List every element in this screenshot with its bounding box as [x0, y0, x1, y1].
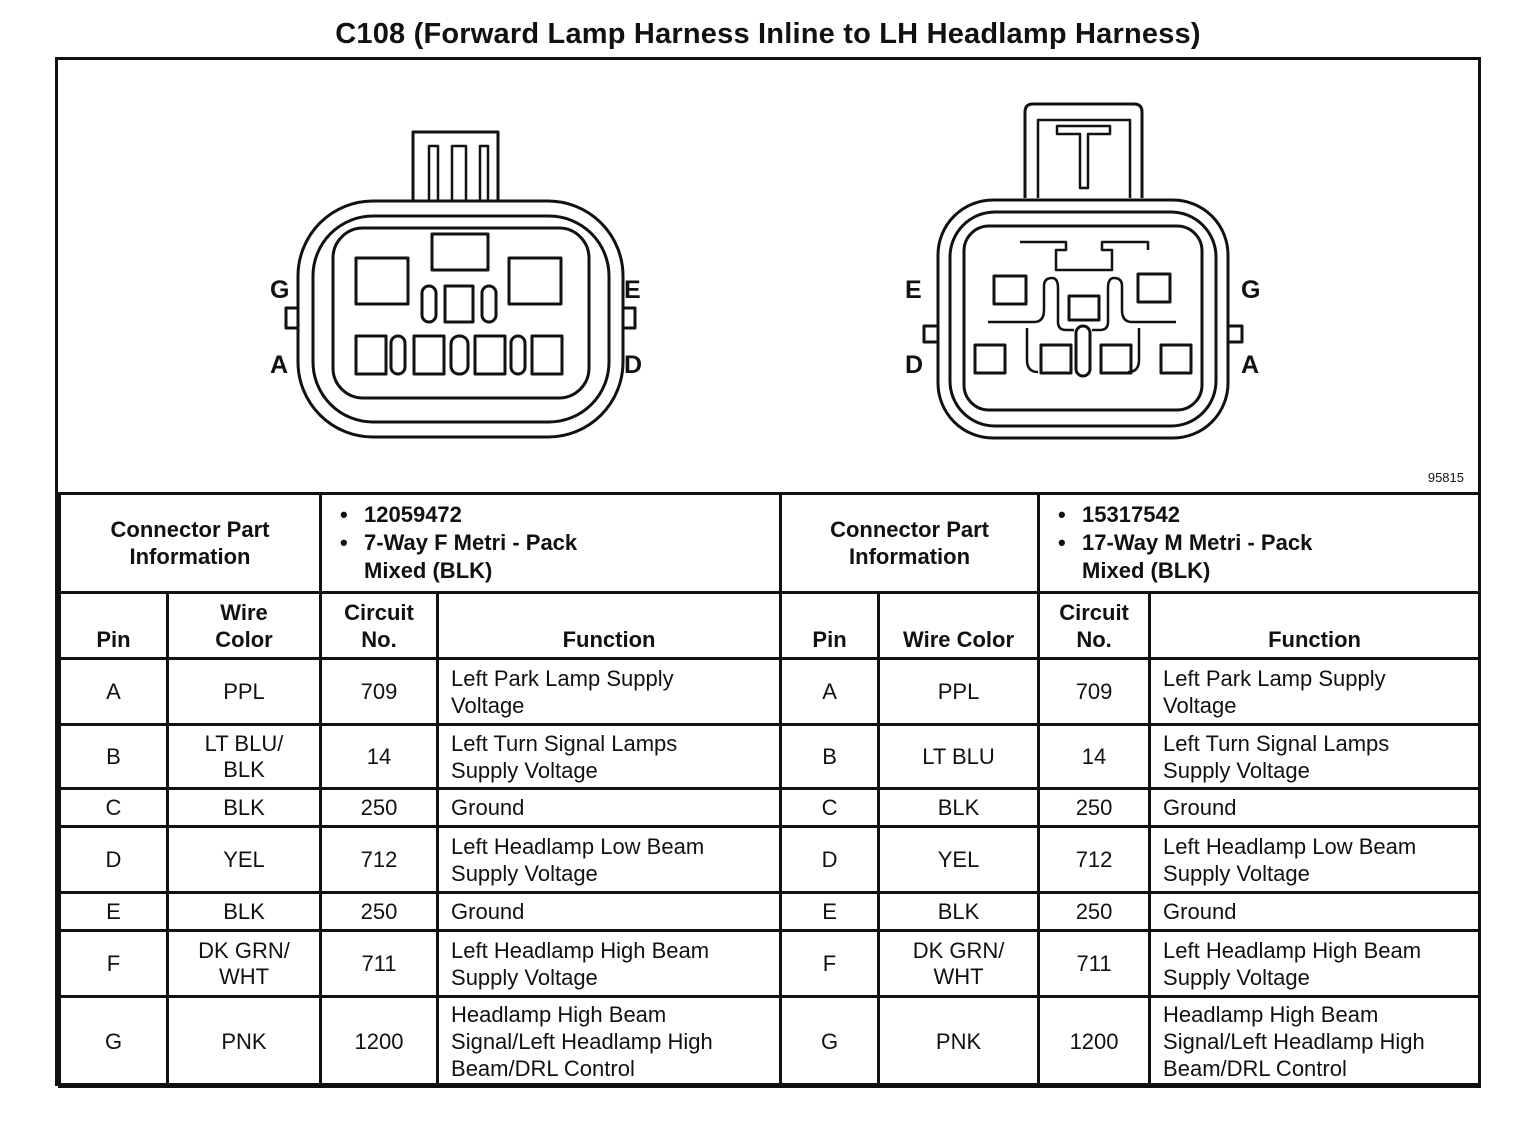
- right-pin-label-g: G: [1241, 276, 1261, 304]
- connector-info-row: [60, 494, 1480, 593]
- right-pin-cell: D: [781, 827, 879, 893]
- left-circuit-cell: 1200: [321, 997, 438, 1087]
- left-wire-color-cell: BLK: [168, 893, 321, 931]
- right-wire-color-cell: PNK: [879, 997, 1039, 1087]
- left-wire-color-cell: YEL: [168, 827, 321, 893]
- table-header-row: [60, 593, 1480, 659]
- page-title: C108 (Forward Lamp Harness Inline to LH Headlamp Harness): [335, 18, 1201, 50]
- left-pin-label-e: E: [624, 276, 641, 304]
- left-function-cell: Left Headlamp High Beam Supply Voltage: [438, 931, 781, 997]
- left-pin-cell: D: [60, 827, 168, 893]
- right-circuit-cell: 709: [1039, 659, 1150, 725]
- right-pin-header: Pin: [781, 593, 879, 659]
- left-circuit-cell: 712: [321, 827, 438, 893]
- right-wire-color-cell: DK GRN/ WHT: [879, 931, 1039, 997]
- table-row: [60, 931, 1480, 997]
- left-wire-color-cell: PNK: [168, 997, 321, 1087]
- right-connector-drawing: [924, 104, 1242, 438]
- right-pin-cell: G: [781, 997, 879, 1087]
- right-function-cell: Left Headlamp High Beam Supply Voltage: [1150, 931, 1480, 997]
- right-circuit-cell: 250: [1039, 893, 1150, 931]
- left-wire-color-cell: PPL: [168, 659, 321, 725]
- right-description: • 17-Way M Metri - Pack Mixed (BLK): [1082, 529, 1478, 585]
- figure-number: 95815: [1427, 470, 1464, 485]
- right-pin-cell: E: [781, 893, 879, 931]
- table-row: [60, 827, 1480, 893]
- left-pin-cell: E: [60, 893, 168, 931]
- left-pin-header: Pin: [60, 593, 168, 659]
- left-circuit-header: Circuit No.: [321, 593, 438, 659]
- table-row: [60, 893, 1480, 931]
- right-circuit-cell: 711: [1039, 931, 1150, 997]
- right-wire-header: Wire Color: [879, 593, 1039, 659]
- left-pin-label-g: G: [270, 276, 290, 304]
- right-part-number: • 15317542: [1082, 501, 1478, 529]
- pinout-table: [58, 492, 1481, 1088]
- left-connector-drawing: [286, 132, 635, 437]
- right-pin-cell: C: [781, 789, 879, 827]
- left-pin-label-d: D: [624, 351, 643, 379]
- left-part-number: • 12059472: [364, 501, 779, 529]
- left-info-label: Connector Part Information: [60, 494, 321, 593]
- left-function-header: Function: [438, 593, 781, 659]
- right-wire-color-cell: PPL: [879, 659, 1039, 725]
- left-info-cell: [321, 494, 781, 593]
- right-info-label: Connector Part Information: [781, 494, 1039, 593]
- right-wire-color-cell: LT BLU: [879, 725, 1039, 789]
- table-row: [60, 789, 1480, 827]
- connector-diagram: [58, 60, 1478, 493]
- left-function-cell: Left Park Lamp Supply Voltage: [438, 659, 781, 725]
- left-circuit-cell: 14: [321, 725, 438, 789]
- left-function-cell: Headlamp High Beam Signal/Left Headlamp High Beam/DRL Control: [438, 997, 781, 1087]
- right-wire-color-cell: BLK: [879, 893, 1039, 931]
- left-pin-cell: C: [60, 789, 168, 827]
- right-function-cell: Ground: [1150, 893, 1480, 931]
- left-pin-cell: A: [60, 659, 168, 725]
- table-row: [60, 725, 1480, 789]
- left-circuit-cell: 250: [321, 893, 438, 931]
- table-row: [60, 997, 1480, 1087]
- connector-frame: [55, 57, 1481, 1086]
- left-function-cell: Ground: [438, 789, 781, 827]
- table-row: [60, 659, 1480, 725]
- left-pin-cell: G: [60, 997, 168, 1087]
- left-function-cell: Left Turn Signal Lamps Supply Voltage: [438, 725, 781, 789]
- right-function-header: Function: [1150, 593, 1480, 659]
- left-circuit-cell: 709: [321, 659, 438, 725]
- right-circuit-cell: 1200: [1039, 997, 1150, 1087]
- left-wire-header: Wire Color: [168, 593, 321, 659]
- left-wire-color-cell: DK GRN/ WHT: [168, 931, 321, 997]
- right-pin-label-a: A: [1241, 351, 1260, 379]
- right-pin-cell: B: [781, 725, 879, 789]
- left-pin-cell: F: [60, 931, 168, 997]
- left-description: • 7-Way F Metri - Pack Mixed (BLK): [364, 529, 779, 585]
- left-circuit-cell: 711: [321, 931, 438, 997]
- right-function-cell: Ground: [1150, 789, 1480, 827]
- right-wire-color-cell: YEL: [879, 827, 1039, 893]
- right-function-cell: Left Headlamp Low Beam Supply Voltage: [1150, 827, 1480, 893]
- right-info-cell: [1039, 494, 1480, 593]
- left-circuit-cell: 250: [321, 789, 438, 827]
- left-pin-label-a: A: [270, 351, 289, 379]
- left-function-cell: Ground: [438, 893, 781, 931]
- right-pin-cell: A: [781, 659, 879, 725]
- right-pin-cell: F: [781, 931, 879, 997]
- right-pin-label-d: D: [905, 351, 924, 379]
- left-wire-color-cell: BLK: [168, 789, 321, 827]
- left-wire-color-cell: LT BLU/ BLK: [168, 725, 321, 789]
- right-function-cell: Headlamp High Beam Signal/Left Headlamp High Beam/DRL Control: [1150, 997, 1480, 1087]
- right-function-cell: Left Turn Signal Lamps Supply Voltage: [1150, 725, 1480, 789]
- right-pin-label-e: E: [905, 276, 922, 304]
- right-wire-color-cell: BLK: [879, 789, 1039, 827]
- right-function-cell: Left Park Lamp Supply Voltage: [1150, 659, 1480, 725]
- right-circuit-cell: 712: [1039, 827, 1150, 893]
- right-circuit-header: Circuit No.: [1039, 593, 1150, 659]
- left-function-cell: Left Headlamp Low Beam Supply Voltage: [438, 827, 781, 893]
- right-circuit-cell: 14: [1039, 725, 1150, 789]
- right-circuit-cell: 250: [1039, 789, 1150, 827]
- left-pin-cell: B: [60, 725, 168, 789]
